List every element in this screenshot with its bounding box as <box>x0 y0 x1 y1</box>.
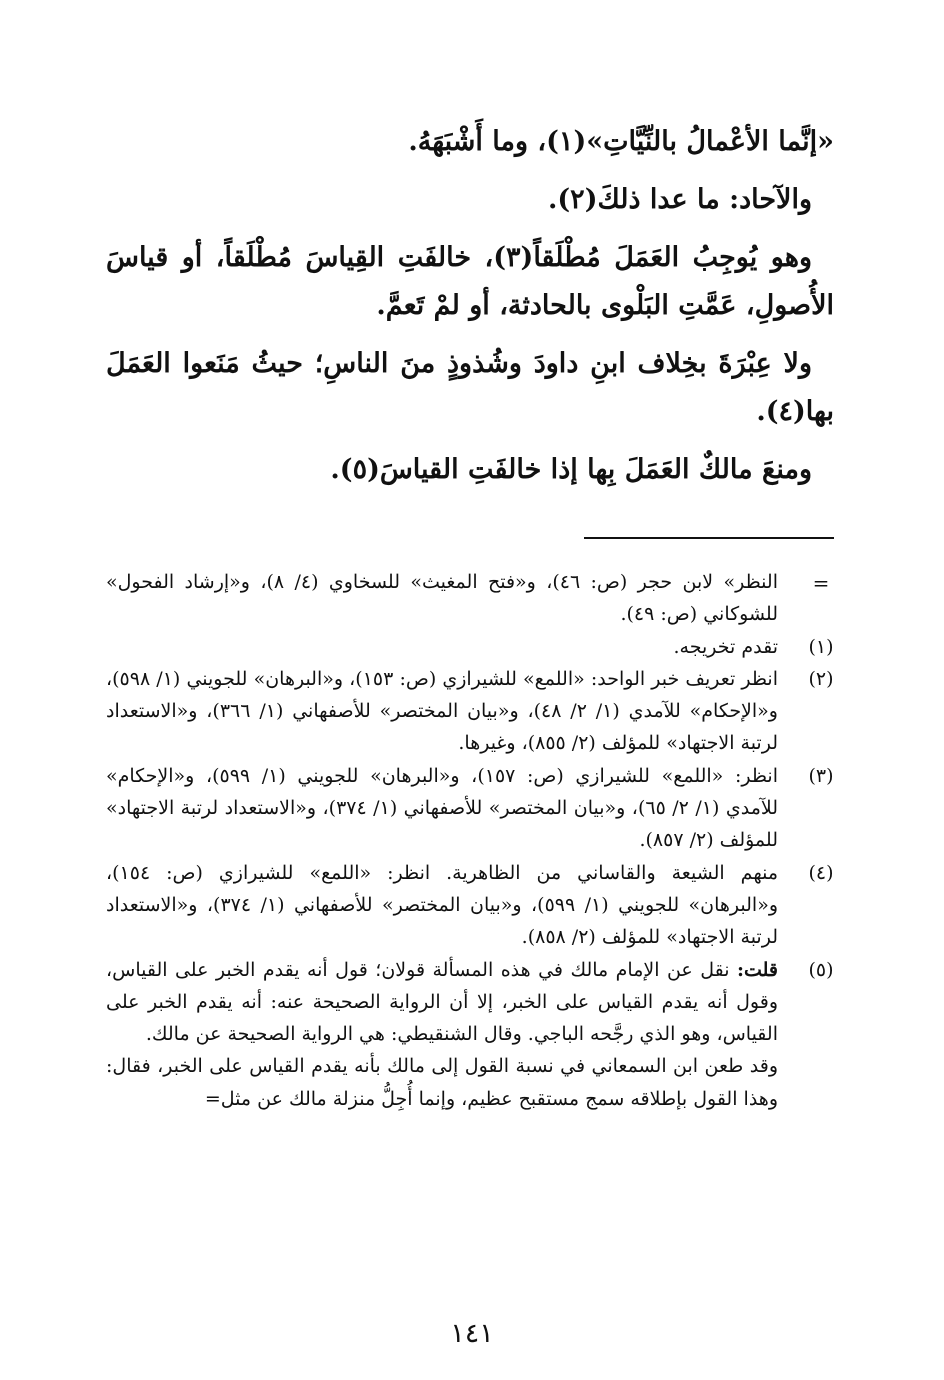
footnote-5 <box>106 954 840 1051</box>
footnote-number: (٢) <box>808 667 834 690</box>
main-paragraph-5: ومنعَ مالكٌ العَمَلَ بِها إذا خالفَتِ القياسَ(٥). <box>330 454 812 486</box>
footnote-4 <box>106 857 840 954</box>
footnote-text: انظر تعريف خبر الواحد: «اللمع» للشيرازي (ص: ١٥٣)، و«البرهان» للجويني (١/ ٥٩٨)، و«الإحكام» للآمدي (١/ ٢/ ٤٨)، و«بيان المختصر» للأصفهاني (١/ ٣٦٦)، و«الاستعداد لرتبة الاجتهاد» للمؤلف (٢/ ٨٥٥)، وغيرها. <box>106 667 778 755</box>
footnote-divider <box>584 537 834 539</box>
main-paragraph-2: والآحاد: ما عدا ذلكَ(٢). <box>547 184 812 216</box>
footnote-text: منهم الشيعة والقاساني من الظاهرية. انظر: «اللمع» للشيرازي (ص: ١٥٤)، و«البرهان» للجويني (١/ ٥٩٩)، و«بيان المختصر» للأصفهاني (١/ ٣٧٤)، و«الاستعداد لرتبة الاجتهاد» للمؤلف (٢/ ٨٥٨). <box>106 861 779 949</box>
continuation-text: النظر» لابن حجر (ص: ٤٦)، و«فتح المغيث» للسخاوي (٤/ ٨)، و«إرشاد الفحول» للشوكاني (ص: ٤٩). <box>106 571 778 626</box>
footnote-1 <box>106 631 840 663</box>
footnote-text: نقل عن الإمام مالك في هذه المسألة قولان؛ قول أنه يقدم الخبر على القياس، وقول أنه يقدم القياس على الخبر، إلا أن الرواية الصحيحة عنه: أنه يقدم الخبر على القياس، وهو الذي رجَّحه الباجي. وقال الشنقيطي: هي الرواية الصحيحة عن مالك. <box>106 958 778 1046</box>
footnote-5-tail: وقد طعن ابن السمعاني في نسبة القول إلى مالك بأنه يقدم القياس على الخبر، فقال: وهذا القول بإطلاقه سمج مستقبح عظيم، وإنما أُجِلُّ منزلة مالك عن مثل= <box>106 1055 778 1110</box>
continuation-mark: = <box>812 571 830 595</box>
main-paragraph-4: ولا عِبْرَةَ بخِلاف ابنِ داودَ وشُذوذٍ منَ الناسِ؛ حيثُ مَنَعوا العَمَلَ بها(٤). <box>106 348 834 428</box>
main-paragraph-1: «إنَّما الأعْمالُ بالنِّيَّاتِ»(١)، وما أَشْبَهَهُ. <box>408 126 834 157</box>
footnote-text: تقدم تخريجه. <box>673 635 778 658</box>
footnote-number: (١) <box>808 635 834 658</box>
footnote-3 <box>106 760 840 857</box>
footnote-lead: قلت: <box>736 958 778 981</box>
footnote-number: (٥) <box>808 958 834 981</box>
footnote-continuation <box>106 566 840 631</box>
footnote-text: انظر: «اللمع» للشيرازي (ص: ١٥٧)، و«البرهان» للجويني (١/ ٥٩٩)، و«الإحكام» للآمدي (١/ ٢/ ٦٥)، و«بيان المختصر» للأصفهاني (١/ ٣٧٤)، و«الاستعداد لرتبة الاجتهاد» للمؤلف (٢/ ٨٥٧). <box>106 764 778 852</box>
footnote-2 <box>106 663 840 760</box>
main-text <box>106 118 834 494</box>
footnote-number: (٤) <box>808 861 834 884</box>
footnote-number: (٣) <box>808 764 834 787</box>
page-number: ١٤١ <box>450 1318 494 1349</box>
footnotes <box>106 566 840 1115</box>
main-paragraph-3: وهو يُوجِبُ العَمَلَ مُطْلَقاً(٣)، خالفَتِ القِياسَ مُطْلَقاً، أو قياسَ الأُصولِ، عَمَّتِ البَلْوى بالحادثة، أو لمْ تَعمَّ. <box>106 242 834 322</box>
